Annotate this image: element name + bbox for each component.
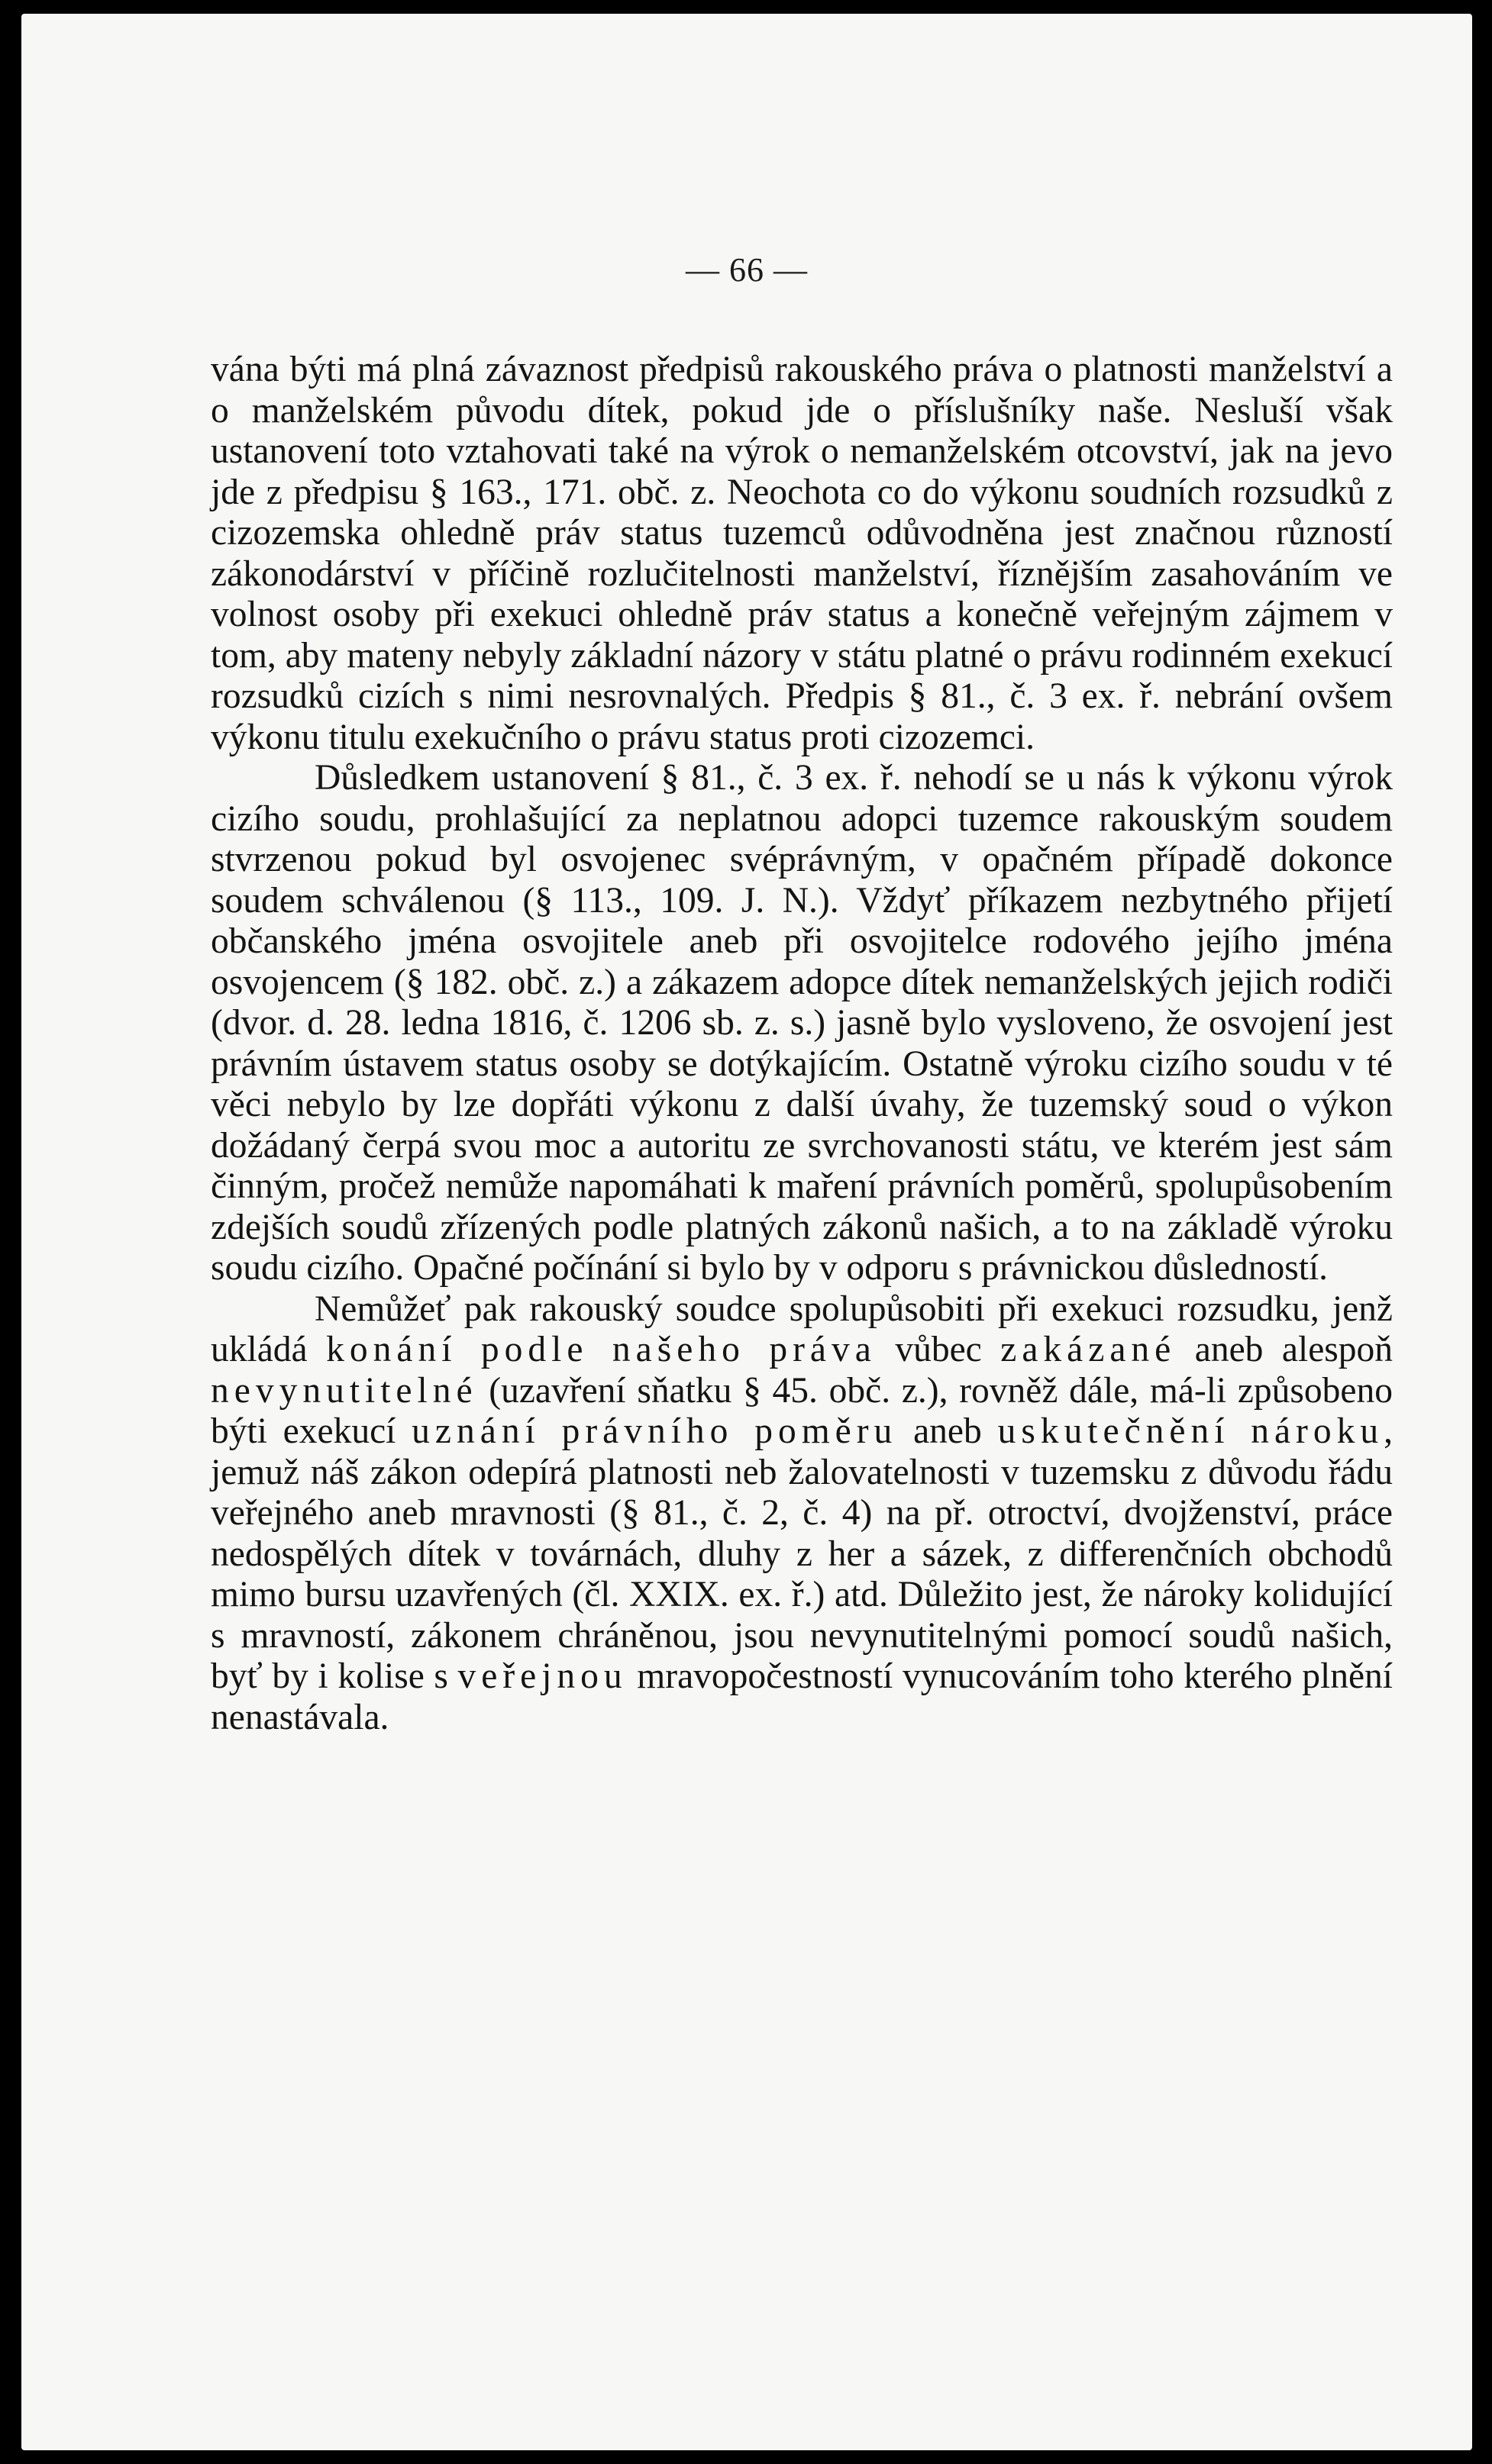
paragraph	[211, 350, 1393, 758]
spaced-emphasis-text: nevynutitelné	[211, 1370, 478, 1411]
spaced-emphasis-text: zakázané	[1000, 1330, 1177, 1369]
text-run: (uzavření sňatku § 45. obč. z.), rovněž dále, má-li způsobeno býti exekucí	[211, 1370, 1393, 1451]
paragraph	[211, 1289, 1393, 1739]
page-number: — 66 —	[686, 251, 808, 289]
paragraph	[211, 758, 1393, 1289]
body-text	[211, 350, 1393, 1738]
text-run: vána býti má plná závaznost předpisů rakouského práva o platnosti manželství a o manželském původu dítek, pokud jde o příslušníky naše. Nesluší však ustanovení toto vztahovati také na výrok o nemanželském otcovství, jak na jevo jde z předpisu § 163., 171. obč. z. Neochota co do výkonu soudních rozsudků z cizozemska ohledně práv status tuzemců odůvodněna jest značnou růzností zákonodárství v příčině rozlučitelnosti manželství, říznějším zasahováním ve volnost osoby při exekuci ohledně práv status a konečně veřejným zájmem v tom, aby mateny nebyly základní názory v státu platné o právu rodinném exekucí rozsudků cizích s nimi nesrovnalých. Předpis § 81., č. 3 ex. ř. nebrání ovšem výkonu titulu exekučního o právu status proti cizozemci.	[211, 350, 1393, 757]
text-run: mravopočestností vynucováním toho kterého plnění nenastávala.	[211, 1656, 1393, 1737]
text-run: Nemůžeť pak rakouský soudce spolupůsobiti při exekuci rozsudku, jenž ukládá	[211, 1288, 1393, 1369]
text-run: aneb	[897, 1411, 998, 1451]
text-run: aneb alespoň	[1176, 1330, 1394, 1369]
spaced-emphasis-text: uznání právního poměru	[412, 1411, 898, 1451]
text-run: vůbec	[876, 1330, 1001, 1369]
spaced-emphasis-text: konání podle našeho práva	[326, 1330, 877, 1369]
document-page	[21, 14, 1472, 2450]
text-run: , jemuž náš zákon odepírá platnosti neb žalovatelnosti v tuzemsku z důvodu řádu veřejného aneb mravnosti (§ 81., č. 2, č. 4) na př. otroctví, dvojženství, práce nedospělých dítek v továrnách, dluhy z her a sázek, z differenčních obchodů mimo bursu uzavřených (čl. XXIX. ex. ř.) atd. Důležito jest, že nároky kolidující s mravností, zákonem chráněnou, jsou nevynutitelnými pomocí soudů našich, byť by i kolise s	[211, 1411, 1394, 1696]
text-run: Důsledkem ustanovení § 81., č. 3 ex. ř. nehodí se u nás k výkonu výrok cizího soudu, prohlašující za neplatnou adopci tuzemce rakouským soudem stvrzenou pokud byl osvojenec svéprávným, v opačném případě dokonce soudem schválenou (§ 113., 109. J. N.). Vždyť příkazem nezbytného přijetí občanského jména osvojitele aneb při osvojitelce rodového jejího jména osvojencem (§ 182. obč. z.) a zákazem adopce dítek nemanželských jejich rodiči (dvor. d. 28. ledna 1816, č. 1206 sb. z. s.) jasně bylo vysloveno, že osvojení jest právním ústavem status osoby se dotýkajícím. Ostatně výroku cizího soudu v té věci nebylo by lze dopřáti výkonu z další úvahy, že tuzemský soud o výkon dožádaný čerpá svou moc a autoritu ze svrchovanosti státu, ve kterém jest sám činným, pročež nemůže napomáhati k maření právních poměrů, spolupůsobením zdejších soudů zřízených podle platných zákonů našich, a to na základě výroku soudu cizího. Opačné počínání si bylo by v odporu s právnickou důsledností.	[211, 758, 1393, 1288]
spaced-emphasis-text: veřejnou	[457, 1656, 628, 1696]
spaced-emphasis-text: uskutečnění nároku	[997, 1411, 1384, 1451]
